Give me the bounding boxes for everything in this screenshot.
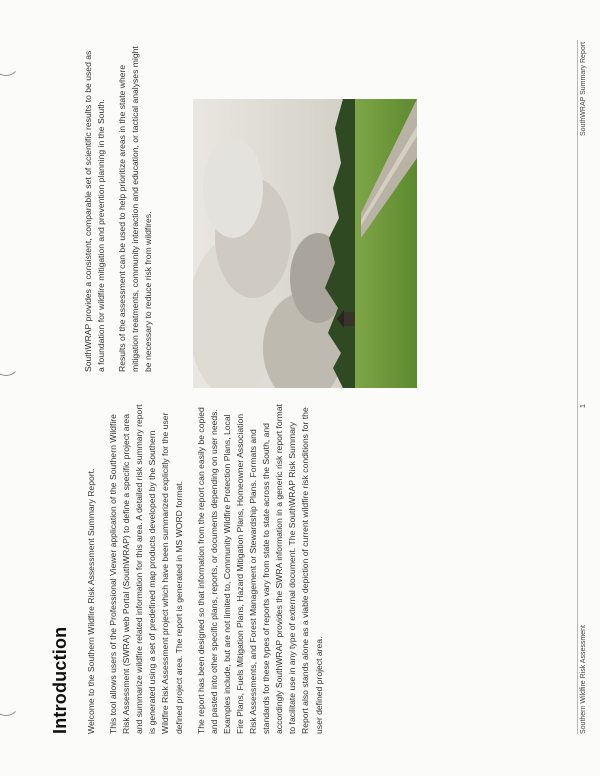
punch-hole-mark: [0, 688, 20, 716]
right-column: [82, 46, 163, 372]
intro-paragraph-1: Welcome to the Southern Wildfire Risk Assessment Summary Report.: [86, 468, 96, 734]
intro-paragraph-3: The report has been designed so that information from the report can easily be copied and pasted into other specific plans, reports, or documents depending on user needs. Examples include, but are not limited to, Community Wildfire Protection Plans, Local Fire Plans, Fuels Mitigation Plans, Hazard Mitigation Plans, Homeowner Association Risk Assessments, and Forest Management or Stewardship Plans. Formats and standards for these types of reports vary from state to state across the South, and accordingly SouthWRAP provides the SWRA information in a generic risk report format to facilitate use in any type of external document. The SouthWRAP Risk Summary Report also stands alone as a viable depiction of current wildfire risk conditions for the user defined project area.: [195, 404, 324, 734]
page-title: Introduction: [50, 626, 70, 734]
wildfire-photo: [193, 99, 417, 388]
header-divider: [577, 40, 578, 734]
punch-hole-mark: [0, 48, 20, 76]
punch-hole-mark: [0, 348, 20, 376]
right-paragraph-2: Results of the assessment can be used to help prioritize areas in the state where mitigation treatments, community interaction and education, or tactical analyses might be necessary to reduce risk from wildfires.: [117, 46, 154, 372]
left-column: [85, 404, 335, 734]
intro-paragraph-2: This tool allows users of the Professional Viewer application of the Southern Wildfire Risk Assessment (SWRA) web Portal (SouthWRAP) to define a specific project area and summarize wildfire related information for this area. A detailed risk summary report is generated using a set of predefined map products developed by the Southern Wildfire Risk Assessment project which have been summarized explicitly for the user defined project area. The report is generated in MS WORD format.: [108, 404, 184, 734]
page-number: 1: [580, 404, 587, 408]
right-paragraph-1: SouthWRAP provides a consistent, comparable set of scientific results to be used as a foundation for wildfire mitigation and prevention planning in the South.: [83, 50, 107, 372]
header-right-text: SouthWRAP Summary Report: [580, 41, 587, 136]
header-left-text: Southern Wildfire Risk Assessment: [580, 625, 587, 734]
wildfire-photo-illustration: [193, 99, 417, 388]
